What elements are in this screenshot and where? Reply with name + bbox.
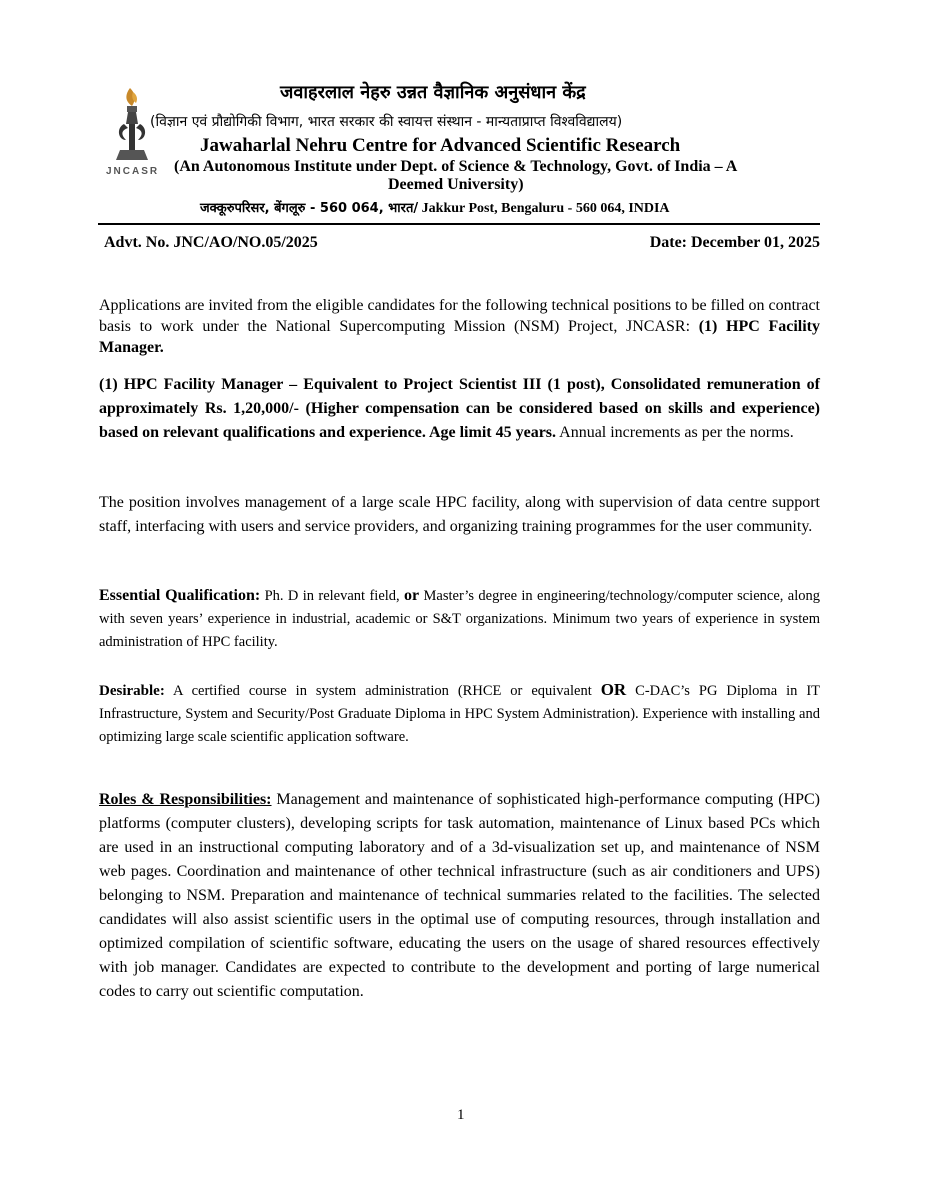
- advertisement-date: Date: December 01, 2025: [649, 234, 820, 251]
- institute-subtitle-english-line1: (An Autonomous Institute under Dept. of Science & Technology, Govt. of India – A: [174, 158, 738, 175]
- institute-name-hindi: जवाहरलाल नेहरु उन्नत वैज्ञानिक अनुसंधान केंद्र: [280, 82, 586, 103]
- institute-subtitle-hindi: (विज्ञान एवं प्रौद्योगिकी विभाग, भारत सरकार की स्वायत्त संस्थान - मान्यताप्राप्त विश्वविद्यालय): [150, 114, 623, 130]
- essential-or: or: [404, 587, 420, 604]
- address-english: Jakkur Post, Bengaluru - 560 064, INDIA: [421, 201, 670, 216]
- roles-paragraph: [99, 788, 820, 1004]
- desirable-qualification-paragraph: [99, 678, 820, 749]
- intro-paragraph: [99, 295, 820, 358]
- logo-label: JNCASR: [106, 166, 160, 177]
- essential-text-part1: Ph. D in relevant field,: [260, 588, 405, 604]
- institute-address: [200, 198, 670, 217]
- description-paragraph: The position involves management of a large scale HPC facility, along with supervision of data centre support staff, interfacing with users and service providers, and organizing training programmes for the user community.: [99, 494, 820, 535]
- position-paragraph: [99, 373, 820, 445]
- desirable-text-part1: A certified course in system administration (RHCE or equivalent: [164, 683, 601, 699]
- intro-text: Applications are invited from the eligible candidates for the following technical positions to be filled on contract basis to work under the National Supercomputing Mission (NSM) Project, JNCASR:: [99, 297, 820, 335]
- desirable-or: OR: [600, 680, 627, 699]
- desirable-label: Desirable:: [99, 683, 165, 699]
- position-list: (1) HPC Facility Manager.: [99, 318, 820, 356]
- essential-text-part2: Master’s degree in engineering/technology/computer science, along with seven years’ experience in industrial, academic or S&T organizations. Minimum two years of experience in system administration of HPC facility.: [99, 588, 820, 650]
- position-increments: Annual increments as per the norms.: [556, 424, 794, 441]
- essential-label: Essential Qualification:: [99, 587, 261, 604]
- position-details: (1) HPC Facility Manager – Equivalent to Project Scientist III (1 post), Consolidated remuneration of approximately Rs. 1,20,000/- (Higher compensation can be considered based on skills and experience) based on relevant qualifications and experience. Age limit 45 years.: [99, 376, 820, 441]
- jncasr-logo: [106, 84, 164, 196]
- advertisement-number: Advt. No. JNC/AO/NO.05/2025: [104, 234, 318, 251]
- essential-qualification-paragraph: [99, 584, 820, 654]
- institute-subtitle-english-line2: Deemed University): [388, 176, 524, 193]
- address-hindi: जक्कूरुपरिसर, बेंगलूरु - 560 064, भारत/: [200, 201, 419, 216]
- letterhead: [98, 78, 820, 224]
- letterhead-divider: [98, 223, 820, 225]
- institute-name-english: Jawaharlal Nehru Centre for Advanced Scientific Research: [200, 135, 681, 156]
- roles-label: Roles & Responsibilities:: [99, 791, 272, 808]
- desirable-text-part2: C-DAC’s PG Diploma in IT Infrastructure, System and Security/Post Graduate Diploma in HPC System Administration). Experience with installing and optimizing large scale scientific application software.: [99, 683, 821, 745]
- page-number: 1: [457, 1107, 465, 1123]
- roles-text: Management and maintenance of sophisticated high-performance computing (HPC) platforms (computer clusters), developing scripts for task automation, maintenance of Linux based PCs which are used in an instructional computing laboratory and of a 3d-visualization set up, and maintenance of NSM web pages. Coordination and maintenance of other technical infrastructure (such as air conditioners and UPS) belonging to NSM. Preparation and maintenance of technical summaries related to the facilities. The selected candidates will also assist scientific users in the optimal use of computing resources, through installation and optimized compilation of scientific software, educating the users on the usage of shared resources effectively with job manager. Candidates are expected to contribute to the development and porting of large numerical codes to carry out scientific computation.: [99, 791, 821, 1000]
